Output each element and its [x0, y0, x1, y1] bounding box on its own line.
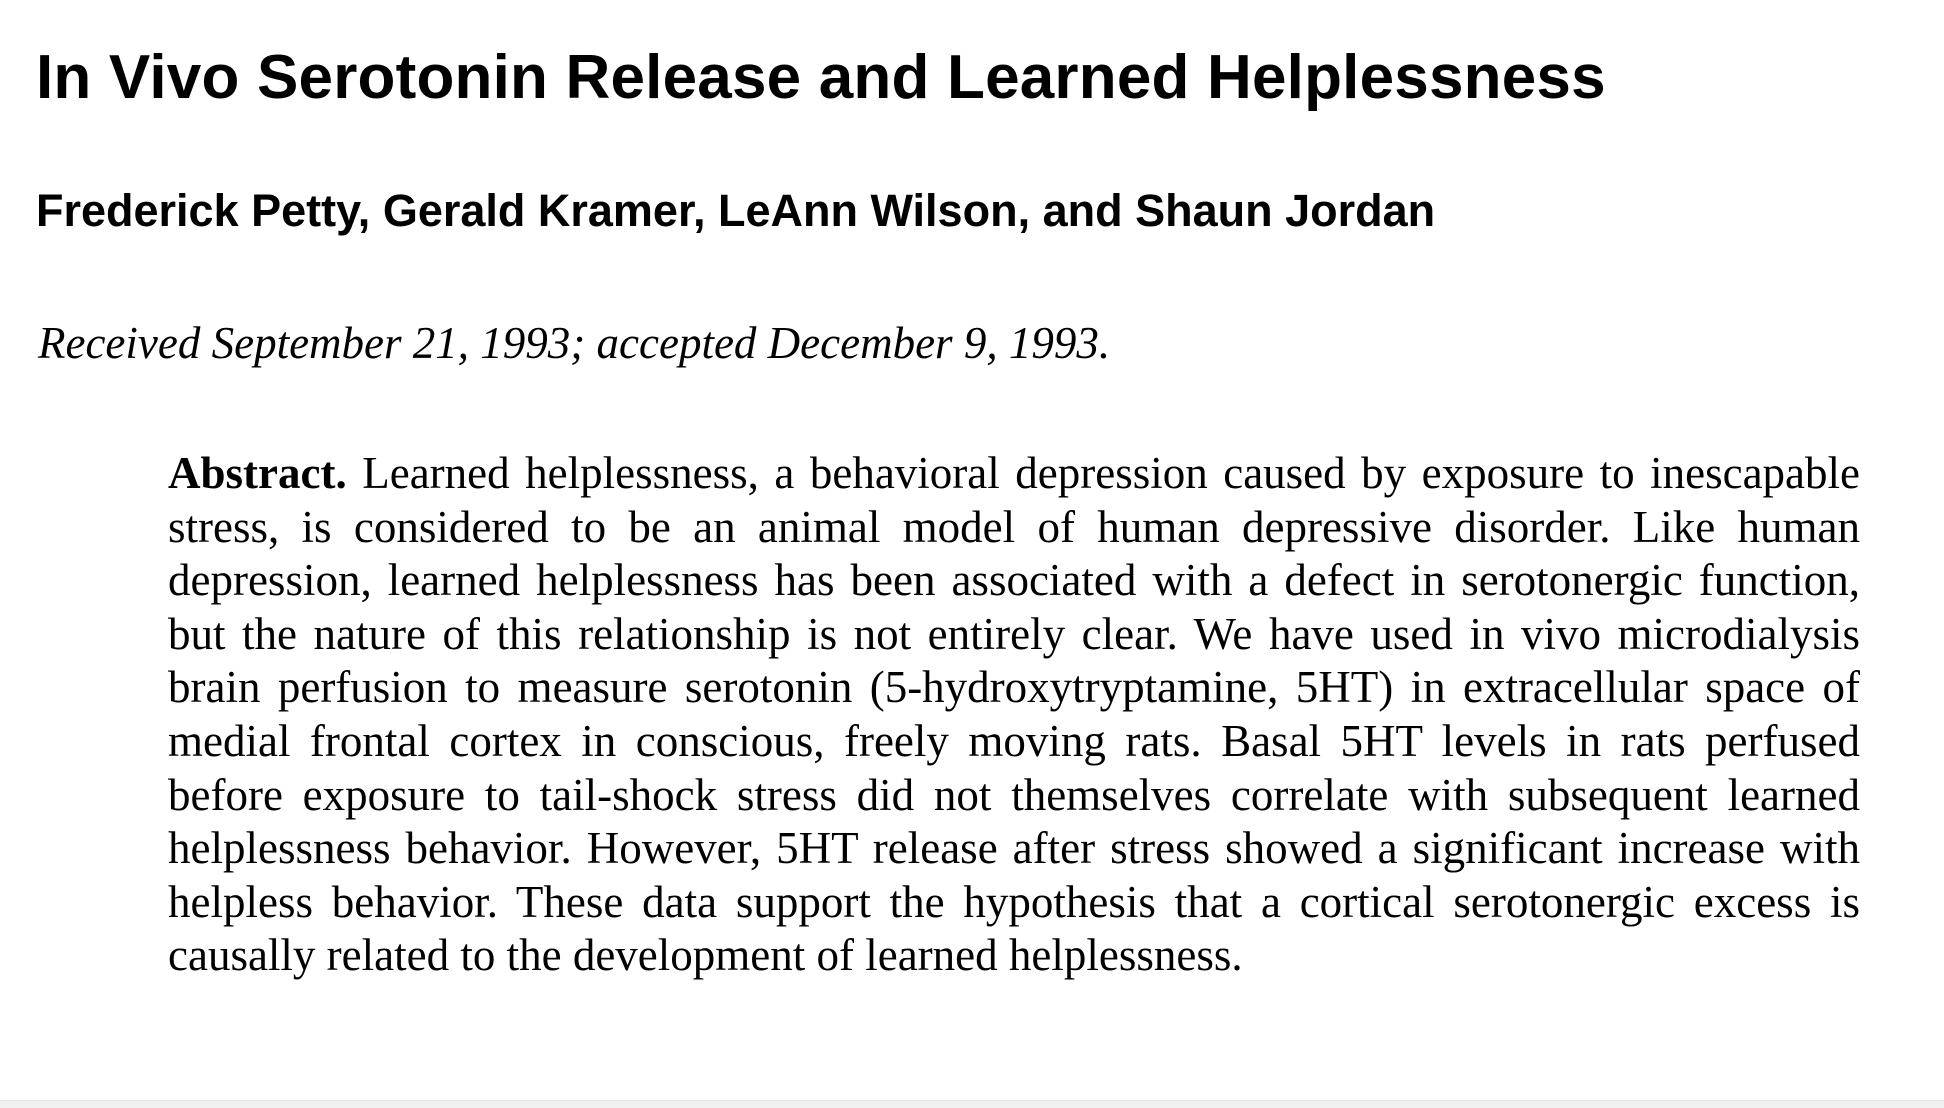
abstract-label: Abstract. — [168, 448, 347, 498]
abstract-paragraph — [168, 447, 1860, 983]
paper-title: In Vivo Serotonin Release and Learned Helplessness — [36, 43, 1606, 112]
page-bottom-divider — [0, 1100, 1944, 1108]
abstract-text: Learned helplessness, a behavioral depression caused by exposure to inescapable stress, is considered to be an animal model of human depressive disorder. Like human depression, learned helplessness has been associated with a defect in serotonergic function, but the nature of this relationship is not entirely clear. We have used in vivo microdialysis brain perfusion to measure serotonin (5-hydroxytryptamine, 5HT) in extracellular space of medial frontal cortex in conscious, freely moving rats. Basal 5HT levels in rats perfused before exposure to tail-shock stress did not themselves correlate with subsequent learned helplessness behavior. However, 5HT release after stress showed a significant increase with helpless behavior. These data support the hypothesis that a cortical serotonergic excess is causally related to the development of learned helplessness. — [168, 448, 1861, 981]
author-list: Frederick Petty, Gerald Kramer, LeAnn Wilson, and Shaun Jordan — [36, 185, 1436, 236]
received-dates: Received September 21, 1993; accepted December 9, 1993. — [38, 318, 1111, 368]
